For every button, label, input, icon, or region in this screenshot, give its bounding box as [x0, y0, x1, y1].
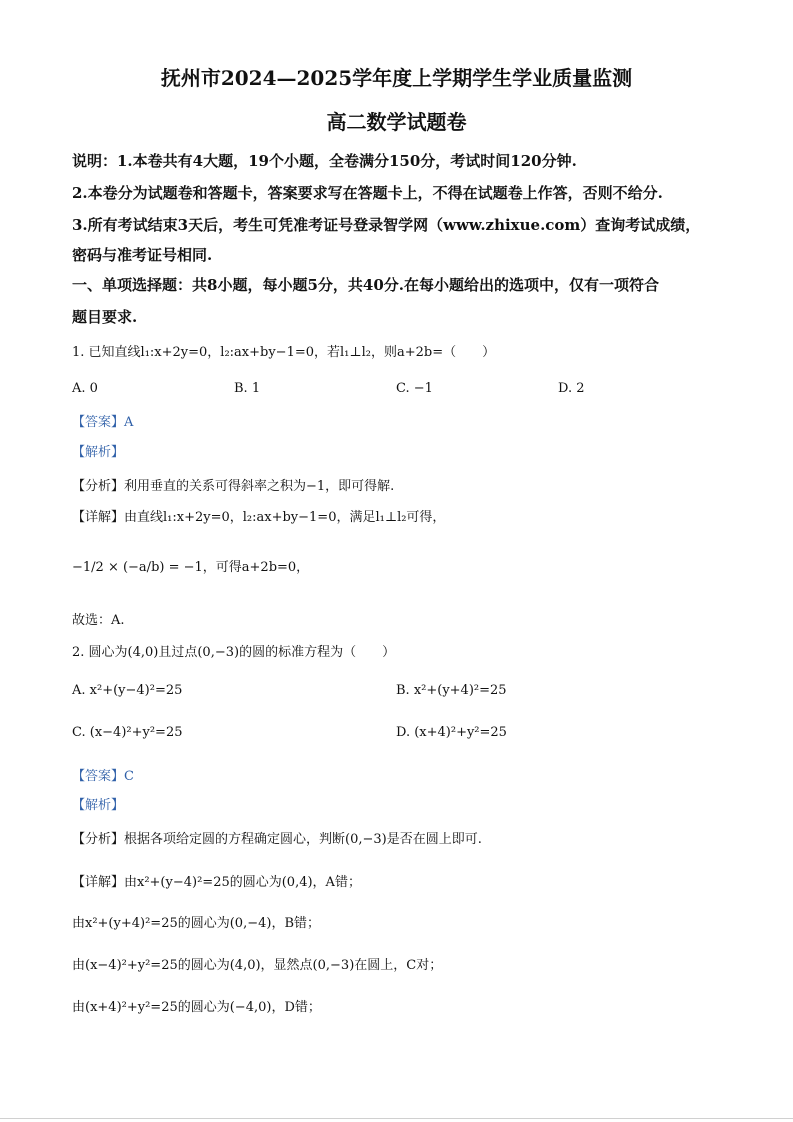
question-2-stem: 2. 圆心为(4,0)且过点(0,−3)的圆的标准方程为（ ）: [72, 645, 396, 660]
q2-option-d: D. (x+4)²+y²=25: [396, 725, 507, 740]
q1-option-b: B. 1: [234, 381, 261, 396]
q1-option-d: D. 2: [558, 381, 585, 396]
q2-option-b: B. x²+(y+4)²=25: [396, 683, 507, 698]
q2-detail-1: 【详解】由x²+(y−4)²=25的圆心为(0,4)，A错；: [72, 875, 361, 890]
q2-detail-2: 由x²+(y+4)²=25的圆心为(0,−4)，B错；: [72, 916, 320, 931]
q2-answer: 【答案】C: [72, 769, 134, 784]
q2-option-a: A. x²+(y−4)²=25: [72, 683, 183, 698]
note-2: 2.本卷分为试题卷和答题卡，答案要求写在答题卡上，不得在试题卷上作答，否则不给分.: [72, 184, 663, 202]
q2-detail-4: 由(x+4)²+y²=25的圆心为(−4,0)，D错；: [72, 1000, 321, 1015]
q1-option-c: C. −1: [396, 381, 433, 396]
note-3-cont: 密码与准考证号相同.: [72, 246, 213, 264]
q1-xiangjie: 【详解】由直线l₁:x+2y=0，l₂:ax+by−1=0，满足l₁⊥l₂可得，: [72, 510, 446, 525]
q2-fenxi: 【分析】根据各项给定圆的方程确定圆心，判断(0,−3)是否在圆上即可.: [72, 832, 482, 847]
q1-formula: −1/2 × (−a/b) = −1，可得a+2b=0，: [72, 560, 310, 575]
q2-analysis-label: 【解析】: [72, 798, 125, 813]
note-3: 3.所有考试结束3天后，考生可凭准考证号登录智学网（www.zhixue.com）查询考试成绩，: [72, 216, 701, 234]
note-1: 说明：1.本卷共有4大题，19个小题，全卷满分150分，考试时间120分钟.: [72, 152, 577, 170]
section-heading: 一、单项选择题：共8小题，每小题5分，共40分.在每小题给出的选项中，仅有一项符合: [72, 276, 659, 294]
q1-analysis-label: 【解析】: [72, 445, 125, 460]
q1-option-a: A. 0: [72, 381, 98, 396]
q2-option-c: C. (x−4)²+y²=25: [72, 725, 183, 740]
q1-answer: 【答案】A: [72, 415, 134, 430]
q1-conclusion: 故选：A.: [72, 613, 125, 628]
exam-subtitle: 高二数学试题卷: [326, 110, 467, 134]
exam-title: 抚州市2024—2025学年度上学期学生学业质量监测: [160, 66, 633, 90]
q1-fenxi: 【分析】利用垂直的关系可得斜率之积为−1，即可得解.: [72, 479, 395, 494]
section-heading-cont: 题目要求.: [72, 308, 138, 326]
question-1-stem: 1. 已知直线l₁:x+2y=0，l₂:ax+by−1=0，若l₁⊥l₂，则a+2b=（ ）: [72, 345, 496, 360]
page-bottom-rule: [0, 1118, 793, 1119]
q2-detail-3: 由(x−4)²+y²=25的圆心为(4,0)，显然点(0,−3)在圆上，C对；: [72, 958, 443, 973]
